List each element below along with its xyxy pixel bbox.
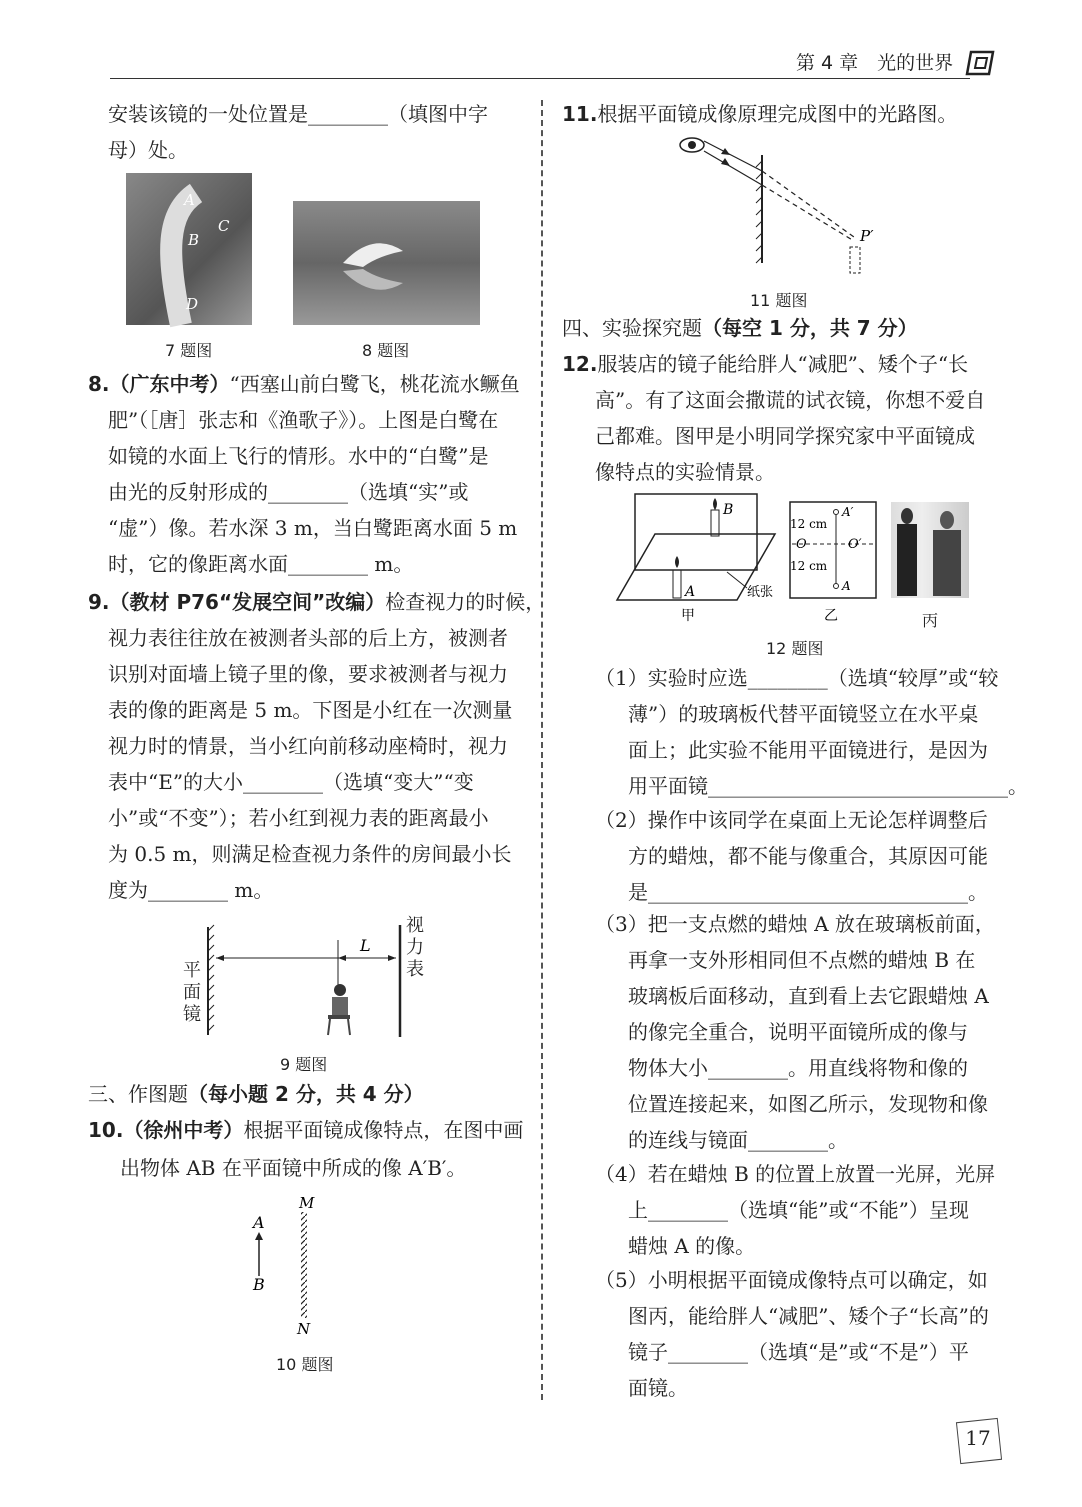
q12-sub5-line4: 面镜。	[628, 1376, 688, 1400]
q12-sub1-line3: 面上；此实验不能用平面镜进行，是因为	[628, 738, 988, 762]
section4-heading: 四、实验探究题（每空 1 分，共 7 分）	[562, 316, 918, 340]
q9-line4: 表的像的距离是 5 m。下图是小红在一次测量	[108, 698, 513, 722]
q12-sub2-line2: 方的蜡烛，都不能与像重合，其原因可能	[628, 844, 988, 868]
q12-sub3-line4: 的像完全重合，说明平面镜所成的像与	[628, 1020, 968, 1044]
q10-line2: 出物体 AB 在平面镜中所成的像 A′B′。	[120, 1156, 467, 1180]
q7-continued-line2: 母）处。	[108, 138, 188, 162]
q10-line1: 10.（徐州中考）根据平面镜成像特点，在图中画	[88, 1118, 524, 1142]
q12-sub3-line2: 再拿一支外形相同但不点燃的蜡烛 B 在	[628, 948, 976, 972]
fig12-yi-label-o: O	[796, 537, 807, 552]
q9-line9: 度为________ m。	[108, 878, 274, 902]
q12-sub4-line2: 上________（选填“能”或“不能”）呈现	[628, 1198, 969, 1222]
q12-sub4-line3: 蜡烛 A 的像。	[628, 1234, 756, 1258]
fig7-label-c: C	[218, 217, 230, 235]
q12-sub1-line2: 薄”）的玻璃板代替平面镜竖立在水平桌	[628, 702, 979, 726]
q8-line1: 8.（广东中考）“西塞山前白鹭飞，桃花流水鳜鱼	[88, 372, 520, 396]
header-rule	[110, 78, 970, 79]
fig12-yi-diagram	[788, 502, 878, 622]
section3-heading: 三、作图题（每小题 2 分，共 4 分）	[88, 1082, 424, 1106]
fig9-chart-label: 视力表	[406, 915, 424, 980]
fig9-label-l: L	[360, 936, 371, 955]
fig12-yi-dist2: 12 cm	[790, 559, 828, 573]
q12-line1: 12.服装店的镜子能给胖人“减肥”、矮个子“长	[562, 352, 969, 376]
fig9-caption: 9 题图	[280, 1055, 328, 1074]
fig10-label-b: B	[253, 1275, 265, 1294]
fig12-jia-diagram	[615, 492, 780, 622]
fig10-label-m: M	[299, 1194, 315, 1212]
fig12-jia-paper-label: 纸张	[747, 585, 774, 600]
fig12-jia-label-a: A	[685, 584, 696, 600]
q9-line3: 识别对面墙上镜子里的像，要求被测者与视力	[108, 662, 508, 686]
q9-line7: 小”或“不变”）；若小红到视力表的距离最小	[108, 806, 489, 830]
q12-sub3-line3: 玻璃板后面移动，直到看上去它跟蜡烛 A	[628, 984, 989, 1008]
q8-line5: “虚”）像。若水深 3 m，当白鹭距离水面 5 m	[108, 516, 518, 540]
q12-sub1-line4: 用平面镜______________________________。	[628, 774, 1028, 798]
fig12-jia-label-b: B	[723, 502, 734, 518]
fig10-label-a: A	[253, 1213, 265, 1232]
fig12-bing-figures-icon	[891, 502, 969, 598]
fig7-overlay	[126, 173, 252, 325]
q12-line2: 高”。有了这面会撒谎的试衣镜，你想不爱自	[595, 388, 986, 412]
chapter-header: 第 4 章 光的世界	[796, 52, 954, 74]
fig12-yi-label-o1: O′	[848, 537, 862, 552]
q12-sub3-line5: 物体大小________。用直线将物和像的	[628, 1056, 968, 1080]
fig12-yi-label-a1: A′	[842, 505, 854, 519]
q11-line1: 11.根据平面镜成像原理完成图中的光路图。	[562, 102, 958, 126]
q12-sub5-line2: 图丙，能给胖人“减肥”、矮个子“长高”的	[628, 1304, 989, 1328]
fig8-egret-icon	[293, 201, 480, 325]
q9-line8: 为 0.5 m，则满足检查视力条件的房间最小长	[108, 842, 512, 866]
q8-line2: 肥”（［唐］张志和《渔歌子》）。上图是白鹭在	[108, 408, 499, 432]
fig7-label-a: A	[184, 191, 195, 209]
q12-sub1-line1: （1）实验时应选________（选填“较厚”或“较	[595, 666, 999, 690]
fig10-label-n: N	[297, 1320, 311, 1338]
fig7-caption: 7 题图	[165, 341, 213, 360]
chapter-logo-icon	[967, 50, 995, 76]
fig8-caption: 8 题图	[362, 341, 410, 360]
q8-line4: 由光的反射形成的________（选填“实”或	[108, 480, 469, 504]
q12-sub5-line3: 镜子________（选填“是”或“不是”）平	[628, 1340, 969, 1364]
fig11-label-p: P′	[860, 227, 874, 245]
fig7-label-d: D	[186, 295, 199, 313]
fig11-diagram	[678, 133, 878, 285]
fig11-caption: 11 题图	[750, 291, 808, 310]
page-number: 17	[965, 1426, 991, 1450]
q8-line3: 如镜的水面上飞行的情形。水中的“白鹭”是	[108, 444, 489, 468]
q12-sub3-line1: （3）把一支点燃的蜡烛 A 放在玻璃板前面，	[595, 912, 995, 936]
q9-line6: 表中“E”的大小________（选填“变大”“变	[108, 770, 474, 794]
q12-line3: 己都难。图甲是小明同学探究家中平面镜成	[595, 424, 975, 448]
fig12-yi-dist1: 12 cm	[790, 517, 828, 531]
q9-line1: 9.（教材 P76“发展空间”改编）检查视力的时候，	[88, 590, 546, 614]
fig12-jia-label: 甲	[681, 608, 695, 624]
fig10-caption: 10 题图	[276, 1355, 334, 1374]
fig9-mirror-label: 平面镜	[183, 960, 201, 1025]
fig12-yi-label: 乙	[824, 608, 838, 624]
fig12-bing-label: 丙	[922, 611, 939, 630]
q12-sub2-line3: 是________________________________。	[628, 880, 988, 904]
fig12-caption: 12 题图	[766, 639, 824, 658]
q12-sub4-line1: （4）若在蜡烛 B 的位置上放置一光屏，光屏	[595, 1162, 996, 1186]
q12-line4: 像特点的实验情景。	[595, 460, 775, 484]
column-divider	[541, 100, 543, 1400]
q12-sub3-line7: 的连线与镜面________。	[628, 1128, 848, 1152]
fig10-diagram	[245, 1192, 325, 1342]
fig9-diagram	[180, 915, 440, 1040]
q9-line2: 视力表往往放在被测者头部的后上方，被测者	[108, 626, 508, 650]
q8-line6: 时，它的像距离水面________ m。	[108, 552, 414, 576]
q7-continued-line1: 安装该镜的一处位置是________（填图中字	[108, 102, 488, 126]
fig7-label-b: B	[188, 231, 200, 249]
q12-sub2-line1: （2）操作中该同学在桌面上无论怎样调整后	[595, 808, 988, 832]
fig12-yi-label-a: A	[842, 579, 851, 593]
q9-line5: 视力时的情景，当小红向前移动座椅时，视力	[108, 734, 508, 758]
q12-sub5-line1: （5）小明根据平面镜成像特点可以确定，如	[595, 1268, 988, 1292]
q12-sub3-line6: 位置连接起来，如图乙所示，发现物和像	[628, 1092, 988, 1116]
